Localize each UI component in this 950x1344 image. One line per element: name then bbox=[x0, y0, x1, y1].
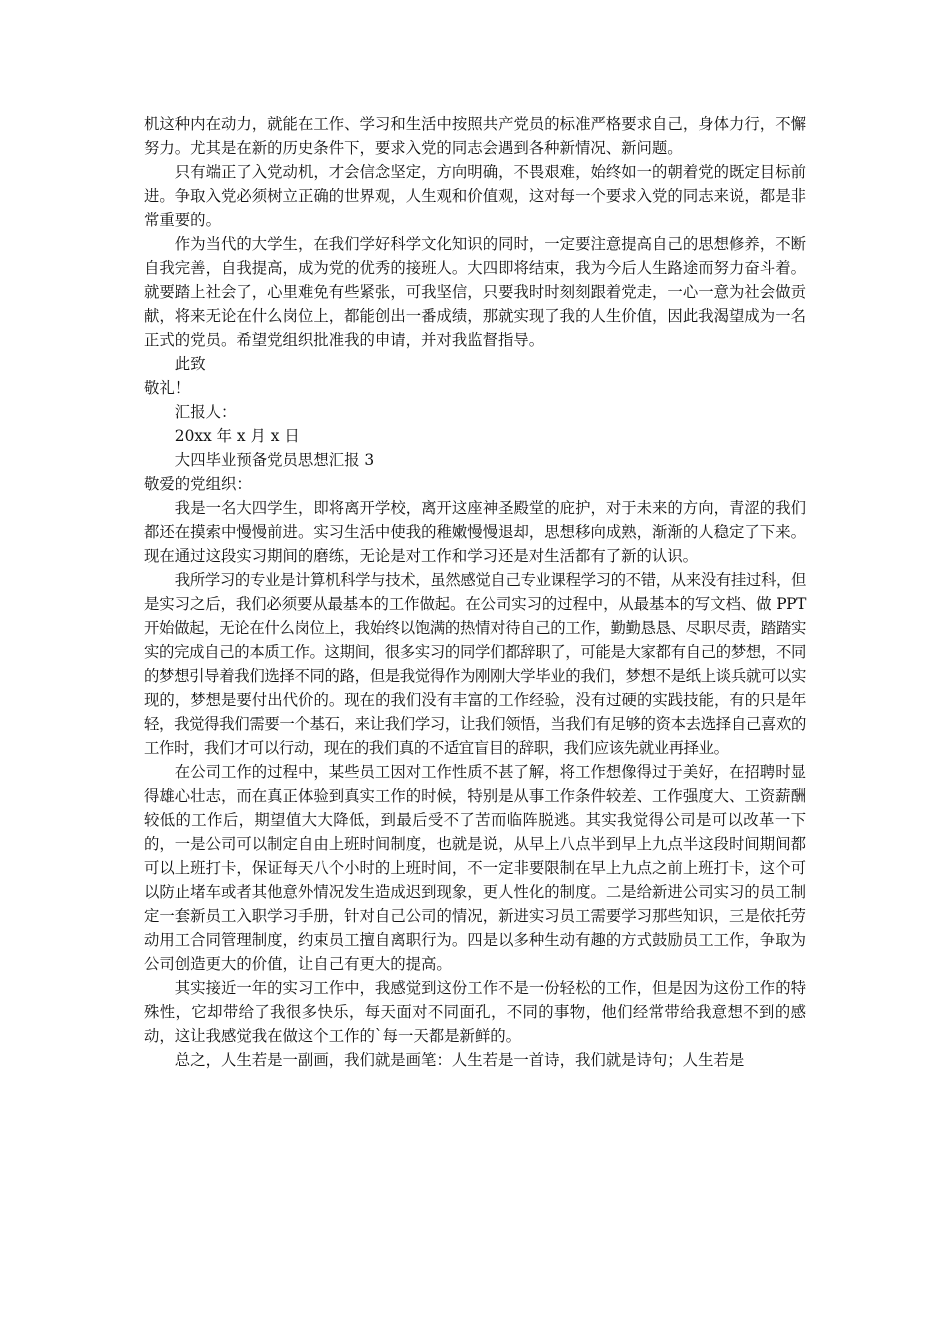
closing-phrase: 此致 bbox=[174, 355, 206, 373]
paragraph: 作为当代的大学生，在我们学好科学文化知识的同时，一定要注意提高自己的思想修养，不断自我完善，自我提高，成为党的优秀的接班人。大四即将结束，我为今后人生路途而努力奋斗着。就要踏上社会了，心里难免有些紧张，可我坚信，只要我时时刻刻跟着党走，一心一意为社会做贡献，将来无论在什么岗位上，都能创出一番成绩，那就实现了我的人生价值，因此我渴望成为一名正式的党员。希望党组织批准我的申请，并对我监督指导。 bbox=[144, 235, 806, 349]
paragraph: 我所学习的专业是计算机科学与技术，虽然感觉自己专业课程学习的不错，从来没有挂过科，但是实习之后，我们必须要从最基本的工作做起。在公司实习的过程中，从最基本的写文档、做 PPT 开始做起，无论在什么岗位上，我始终以饱满的热情对待自己的工作，勤勤恳恳、尽职尽责，踏踏实实的完成自己的本质工作。这期间，很多实习的同学们都辞职了，可能是大家都有自己的梦想，不同的梦想引导着我们选择不同的路，但是我觉得作为刚刚大学毕业的我们，梦想不是纸上谈兵就可以实现的，梦想是要付出代价的。现在的我们没有丰富的工作经验，没有过硬的实践技能，有的只是年轻，我觉得我们需要一个基石，来让我们学习，让我们领悟，当我们有足够的资本去选择自己喜欢的工作时，我们才可以行动，现在的我们真的不适宜盲目的辞职，我们应该先就业再择业。 bbox=[144, 571, 806, 757]
paragraph: 我是一名大四学生，即将离开学校，离开这座神圣殿堂的庇护，对于未来的方向，青涩的我们都还在摸索中慢慢前进。实习生活中使我的稚嫩慢慢退却，思想移向成熟，渐渐的人稳定了下来。现在通过这段实习期间的磨练，无论是对工作和学习还是对生活都有了新的认识。 bbox=[144, 499, 806, 565]
paragraph: 总之，人生若是一副画，我们就是画笔：人生若是一首诗，我们就是诗句；人生若是 bbox=[174, 1051, 745, 1069]
paragraph: 在公司工作的过程中，某些员工因对工作性质不甚了解，将工作想像得过于美好，在招聘时显得雄心壮志，而在真正体验到真实工作的时候，特别是从事工作条件较差、工作强度大、工资薪酬较低的工作后，期望值大大降低，到最后受不了苦而临阵脱逃。其实我觉得公司是可以改革一下的，一是公司可以制定自由上班时间制度，也就是说，从早上八点半到早上九点半这段时间期间都可以上班打卡，保证每天八个小时的上班时间，不一定非要限制在早上九点之前上班打卡，这个可以防止堵车或者其他意外情况发生造成迟到现象，更人性化的制度。二是给新进公司实习的员工制定一套新员工入职学习手册，针对自己公司的情况，新进实习员工需要学习那些知识，三是依托劳动用工合同管理制度，约束员工擅自离职行为。四是以多种生动有趣的方式鼓励员工工作，争取为公司创造更大的价值，让自己有更大的提高。 bbox=[144, 763, 806, 973]
paragraph: 其实接近一年的实习工作中，我感觉到这份工作不是一份轻松的工作，但是因为这份工作的特殊性，它却带给了我很多快乐，每天面对不同面孔，不同的事物，他们经常带给我意想不到的感动，这让我感觉我在做这个工作的`每一天都是新鲜的。 bbox=[144, 979, 806, 1045]
section-title: 大四毕业预备党员思想汇报 3 bbox=[174, 451, 375, 469]
paragraph: 机这种内在动力，就能在工作、学习和生活中按照共产党员的标准严格要求自己，身体力行，不懈努力。尤其是在新的历史条件下，要求入党的同志会遇到各种新情况、新问题。 bbox=[144, 115, 806, 157]
greeting: 敬爱的党组织： bbox=[144, 475, 252, 493]
report-date: 20xx 年 x 月 x 日 bbox=[174, 427, 300, 445]
document-page bbox=[144, 112, 806, 1072]
reporter-label: 汇报人： bbox=[174, 403, 237, 421]
salutation: 敬礼！ bbox=[144, 379, 191, 397]
paragraph: 只有端正了入党动机，才会信念坚定，方向明确，不畏艰难，始终如一的朝着党的既定目标前进。争取入党必须树立正确的世界观，人生观和价值观，这对每一个要求入党的同志来说，都是非常重要的。 bbox=[144, 163, 806, 229]
